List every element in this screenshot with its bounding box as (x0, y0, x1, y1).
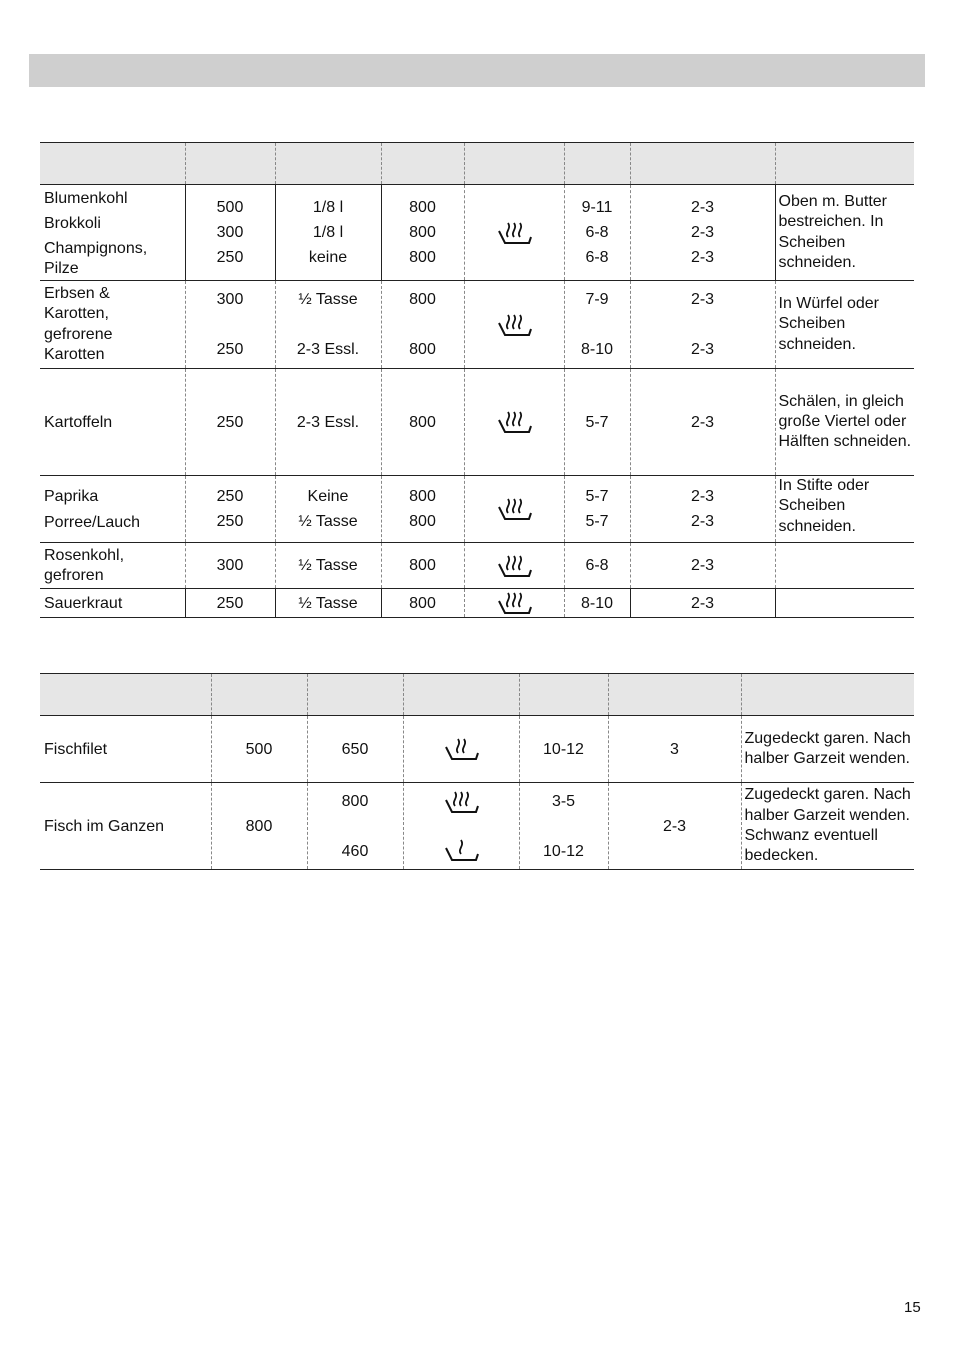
header-cell (741, 674, 914, 716)
liquid-value: 2-3 Essl. (296, 341, 360, 358)
steam-icon (496, 409, 532, 435)
quantity-cell (185, 476, 275, 543)
food-name: Fisch im Ganzen (44, 817, 165, 835)
mode-cell (464, 281, 564, 369)
note-text: Oben m. Butter bestreichen. In Scheiben schneiden. (778, 192, 887, 271)
liquid-value: ½ Tasse (298, 513, 358, 530)
wattage-value: 800 (409, 224, 436, 241)
rest-value: 2-3 (690, 291, 715, 308)
rest-value: 2-3 (690, 249, 715, 266)
food-name: Sauerkraut (44, 594, 123, 612)
header-cell (211, 674, 307, 716)
time-value: 9-11 (581, 199, 613, 216)
rest-time-cell: 2-3 (630, 589, 775, 618)
food-name: Brokkoli (44, 215, 101, 232)
wattage-cell (381, 476, 464, 543)
liquid-cell (275, 281, 381, 369)
food-cell (40, 783, 211, 870)
note-text: Zugedeckt garen. Nach halber Garzeit wenden. (744, 729, 911, 767)
rest-value: 2-3 (690, 488, 715, 505)
steam-icon (443, 789, 479, 815)
time-cell: 6-8 (564, 543, 630, 589)
table-row (40, 369, 914, 476)
table-row (40, 783, 914, 870)
header-cell (307, 674, 403, 716)
time-value: 6-8 (585, 224, 609, 241)
food-name: Champignons, Pilze (44, 240, 148, 277)
header-cell (775, 143, 914, 185)
wattage-cell (307, 783, 403, 870)
quantity-cell: 250 (185, 589, 275, 618)
table-row (40, 589, 914, 618)
time-value: 6-8 (585, 249, 609, 266)
rest-time-cell (630, 185, 775, 281)
time-cell (564, 185, 630, 281)
rest-time-cell: 3 (608, 716, 741, 783)
time-cell: 10-12 (519, 716, 608, 783)
food-cell (40, 369, 185, 476)
liquid-value: 1/8 l (312, 199, 344, 216)
vegetable-cooking-table (40, 142, 914, 618)
table-header-row (40, 674, 914, 716)
wattage-cell: 800 (381, 589, 464, 618)
mode-cell (464, 543, 564, 589)
liquid-cell: ½ Tasse (275, 589, 381, 618)
rest-time-cell: 2-3 (630, 543, 775, 589)
time-cell (519, 783, 608, 870)
time-value: 5-7 (585, 488, 609, 505)
time-value: 10-12 (543, 842, 584, 860)
liquid-value: 1/8 l (312, 224, 344, 241)
quantity-value: 250 (216, 513, 244, 530)
header-cell (464, 143, 564, 185)
food-cell (40, 185, 185, 281)
wattage-value: 800 (409, 513, 436, 530)
liquid-cell: ½ Tasse (275, 543, 381, 589)
liquid-value: keine (308, 249, 348, 266)
time-cell: 8-10 (564, 589, 630, 618)
header-cell (630, 143, 775, 185)
wattage-cell: 800 (381, 369, 464, 476)
note-cell (775, 185, 914, 281)
food-name: Rosenkohl, gefroren (44, 546, 125, 584)
food-name: Paprika (44, 487, 99, 505)
table-row (40, 543, 914, 589)
mode-cell (464, 185, 564, 281)
table-header-row (40, 143, 914, 185)
rest-time-cell: 2-3 (630, 369, 775, 476)
steam-icon (496, 220, 532, 246)
quantity-value: 300 (216, 224, 244, 241)
page-number: 15 (904, 1299, 921, 1316)
fish-cooking-table (40, 673, 914, 870)
wattage-value: 800 (409, 249, 436, 266)
quantity-cell (185, 185, 275, 281)
table-row (40, 281, 914, 369)
steam-icon (443, 736, 479, 762)
wattage-value: 800 (409, 199, 436, 216)
note-cell (775, 476, 914, 543)
table-row (40, 716, 914, 783)
rest-value: 2-3 (690, 224, 715, 241)
mode-cell (403, 716, 519, 783)
header-cell (185, 143, 275, 185)
food-cell (40, 476, 185, 543)
steam-icon (496, 553, 532, 579)
note-text: Schälen, in gleich große Viertel oder Hälften schneiden. (778, 392, 912, 451)
time-cell (564, 281, 630, 369)
food-cell (40, 716, 211, 783)
mode-cell (403, 783, 519, 870)
note-cell (741, 783, 914, 870)
food-name: Kartoffeln (44, 413, 113, 431)
food-name: Porree/Lauch (44, 513, 141, 531)
note-cell (775, 281, 914, 369)
time-value: 3-5 (551, 792, 576, 810)
wattage-value: 800 (409, 341, 436, 358)
note-text: Zugedeckt garen. Nach halber Garzeit wenden. Schwanz eventuell bedecken. (744, 786, 911, 865)
time-value: 7-9 (585, 291, 609, 308)
wattage-cell (381, 185, 464, 281)
food-cell (40, 543, 185, 589)
quantity-cell (185, 281, 275, 369)
quantity-cell: 250 (185, 369, 275, 476)
rest-value: 2-3 (690, 199, 715, 216)
time-value: 8-10 (580, 341, 614, 358)
table-row (40, 185, 914, 281)
liquid-value: Keine (307, 488, 349, 505)
time-cell (564, 476, 630, 543)
low-steam-icon (443, 837, 479, 863)
quantity-cell: 300 (185, 543, 275, 589)
wattage-value: 800 (341, 792, 369, 810)
rest-value: 2-3 (690, 341, 715, 358)
header-cell (564, 143, 630, 185)
wattage-cell: 650 (307, 716, 403, 783)
food-name: Fischfilet (44, 740, 108, 758)
steam-icon (496, 590, 532, 616)
note-cell (775, 589, 914, 618)
food-name: Erbsen & Karotten, gefrorene Karotten (44, 284, 113, 363)
wattage-cell: 800 (381, 543, 464, 589)
header-cell (381, 143, 464, 185)
table-row (40, 476, 914, 543)
note-cell (741, 716, 914, 783)
time-cell: 5-7 (564, 369, 630, 476)
wattage-cell (381, 281, 464, 369)
quantity-value: 250 (216, 249, 244, 266)
quantity-value: 250 (216, 341, 244, 358)
note-cell (775, 543, 914, 589)
steam-icon (496, 312, 532, 338)
quantity-value: 250 (216, 488, 244, 505)
header-cell (40, 143, 185, 185)
header-cell (403, 674, 519, 716)
wattage-value: 800 (409, 488, 436, 505)
note-text: In Würfel oder Scheiben schneiden. (778, 295, 879, 353)
quantity-cell: 500 (211, 716, 307, 783)
food-cell (40, 281, 185, 369)
section-header-bar (29, 54, 925, 87)
quantity-value: 300 (216, 291, 244, 308)
header-cell (275, 143, 381, 185)
liquid-value: ½ Tasse (298, 291, 358, 308)
header-cell (40, 674, 211, 716)
wattage-value: 460 (341, 842, 369, 860)
steam-icon (496, 496, 532, 522)
wattage-value: 800 (409, 291, 436, 308)
food-cell (40, 589, 185, 618)
liquid-cell (275, 185, 381, 281)
quantity-value: 500 (216, 199, 244, 216)
liquid-cell (275, 476, 381, 543)
mode-cell (464, 369, 564, 476)
note-text: In Stifte oder Scheiben schneiden. (778, 477, 870, 535)
food-name: Blumenkohl (44, 190, 128, 207)
rest-time-cell: 2-3 (608, 783, 741, 870)
mode-cell (464, 476, 564, 543)
rest-value: 2-3 (690, 513, 715, 530)
liquid-cell: 2-3 Essl. (275, 369, 381, 476)
mode-cell (464, 589, 564, 618)
time-value: 5-7 (585, 513, 609, 530)
quantity-cell: 800 (211, 783, 307, 870)
header-cell (519, 674, 608, 716)
note-cell (775, 369, 914, 476)
rest-time-cell (630, 281, 775, 369)
header-cell (608, 674, 741, 716)
rest-time-cell (630, 476, 775, 543)
